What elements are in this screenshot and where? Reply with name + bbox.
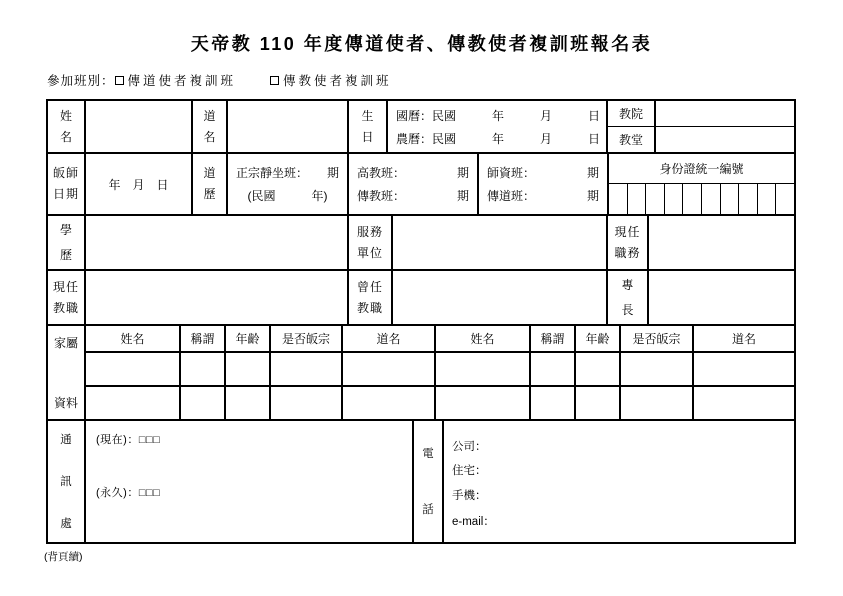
current-teaching-input[interactable]	[85, 270, 348, 325]
family-header-taoname-2: 道名	[693, 325, 795, 352]
family-cell[interactable]	[342, 386, 435, 420]
class-option-1[interactable]: 傳道使者複訓班	[127, 74, 237, 88]
class-selection-label: 參加班別：	[47, 74, 115, 88]
family-header-age-2: 年齡	[575, 325, 620, 352]
family-cell[interactable]	[270, 352, 342, 386]
current-position-input[interactable]	[648, 215, 795, 270]
initiation-date-label: 皈師日期	[47, 153, 85, 215]
family-cell[interactable]	[270, 386, 342, 420]
phone-company[interactable]: 公司：	[452, 441, 487, 453]
family-header-relation-1: 稱謂	[180, 325, 225, 352]
temple-input[interactable]	[655, 100, 795, 127]
gaojiao-class-term: 期	[456, 166, 469, 180]
family-label-top: 家屬	[53, 336, 78, 350]
shizi-class-term: 期	[586, 166, 599, 180]
higher-class-input[interactable]	[348, 153, 478, 215]
family-label-bottom: 資料	[53, 396, 78, 410]
family-cell[interactable]	[620, 352, 693, 386]
chuandao-class-label: 傳道班：	[487, 189, 536, 203]
id-digit-box[interactable]	[701, 184, 720, 214]
meditation-class-label: 正宗靜坐班：	[236, 166, 309, 180]
page-title: 天帝教 110 年度傳道使者、傳教使者複訓班報名表	[190, 34, 653, 54]
education-label: 學歷	[47, 215, 85, 270]
family-cell[interactable]	[693, 386, 795, 420]
contact-address-label: 通訊處	[47, 420, 85, 543]
family-cell[interactable]	[180, 386, 225, 420]
family-cell[interactable]	[435, 352, 530, 386]
id-number-boxes[interactable]	[608, 183, 795, 215]
family-cell[interactable]	[85, 386, 180, 420]
family-cell[interactable]	[225, 352, 270, 386]
specialty-label: 專長	[607, 270, 648, 325]
family-cell[interactable]	[693, 352, 795, 386]
footer-note: (背頁續)	[44, 551, 83, 563]
family-cell[interactable]	[530, 386, 575, 420]
temple-label: 教院	[607, 100, 655, 127]
id-digit-box[interactable]	[609, 184, 627, 214]
family-section-label	[47, 325, 85, 420]
taoname-label: 道名	[192, 100, 227, 153]
specialty-input[interactable]	[648, 270, 795, 325]
shizi-class-label: 師資班：	[487, 166, 536, 180]
hall-label: 教堂	[607, 126, 655, 153]
name-label: 姓名	[47, 100, 85, 153]
id-digit-box[interactable]	[664, 184, 683, 214]
birthday-lunar: 農曆：民國 年 月 日	[396, 131, 601, 146]
tao-history-label: 道歷	[192, 153, 227, 215]
id-digit-box[interactable]	[682, 184, 701, 214]
family-header-name-2: 姓名	[435, 325, 530, 352]
family-header-initiated-1: 是否皈宗	[270, 325, 342, 352]
family-cell[interactable]	[620, 386, 693, 420]
phone-home[interactable]: 住宅：	[452, 465, 487, 477]
id-number-label: 身份證統一編號	[608, 153, 795, 184]
phone-input[interactable]	[443, 420, 795, 543]
class-selection	[47, 71, 392, 89]
taoname-input[interactable]	[227, 100, 348, 153]
family-cell[interactable]	[530, 352, 575, 386]
initiation-date-input[interactable]: 年 月 日	[85, 153, 192, 215]
meditation-class-term: 期	[326, 166, 339, 180]
chuanjiao-class-term: 期	[456, 189, 469, 203]
id-digit-box[interactable]	[645, 184, 664, 214]
hall-input[interactable]	[655, 126, 795, 153]
family-header-name-1: 姓名	[85, 325, 180, 352]
current-teaching-label: 現任教職	[47, 270, 85, 325]
family-header-taoname-1: 道名	[342, 325, 435, 352]
contact-permanent-address[interactable]: (永久)：□□□	[96, 487, 161, 499]
family-header-initiated-2: 是否皈宗	[620, 325, 693, 352]
family-cell[interactable]	[342, 352, 435, 386]
chuandao-class-term: 期	[586, 189, 599, 203]
work-unit-label: 服務單位	[348, 215, 392, 270]
teacher-class-input[interactable]	[478, 153, 608, 215]
work-unit-input[interactable]	[392, 215, 607, 270]
family-cell[interactable]	[435, 386, 530, 420]
phone-label: 電話	[413, 420, 443, 543]
meditation-class-input[interactable]	[227, 153, 348, 215]
id-digit-box[interactable]	[775, 184, 794, 214]
past-teaching-input[interactable]	[392, 270, 607, 325]
class-option-2[interactable]: 傳教使者複訓班	[283, 74, 392, 88]
chuanjiao-class-label: 傳教班：	[357, 189, 406, 203]
name-input[interactable]	[85, 100, 192, 153]
birthday-label: 生日	[348, 100, 387, 153]
family-header-relation-2: 稱謂	[530, 325, 575, 352]
id-digit-box[interactable]	[738, 184, 757, 214]
contact-current-address[interactable]: (現在)：□□□	[96, 434, 161, 446]
gaojiao-class-label: 高教班：	[357, 166, 406, 180]
past-teaching-label: 曾任教職	[348, 270, 392, 325]
education-input[interactable]	[85, 215, 348, 270]
family-cell[interactable]	[85, 352, 180, 386]
family-cell[interactable]	[575, 352, 620, 386]
checkbox-icon-option1[interactable]	[115, 76, 124, 85]
birthday-gregorian: 國曆：民國 年 月 日	[396, 108, 601, 123]
family-cell[interactable]	[180, 352, 225, 386]
current-position-label: 現任職務	[607, 215, 648, 270]
contact-address-input[interactable]	[85, 420, 413, 543]
checkbox-icon-option2[interactable]	[270, 76, 279, 85]
phone-mobile[interactable]: 手機：	[452, 490, 487, 502]
family-header-age-1: 年齡	[225, 325, 270, 352]
birthday-input[interactable]	[387, 100, 607, 153]
family-cell[interactable]	[575, 386, 620, 420]
id-digit-box[interactable]	[757, 184, 776, 214]
meditation-class-year: (民國 年)	[247, 189, 328, 203]
phone-email[interactable]: e-mail：	[452, 516, 495, 528]
id-digit-box[interactable]	[627, 184, 646, 214]
family-cell[interactable]	[225, 386, 270, 420]
id-digit-box[interactable]	[720, 184, 739, 214]
